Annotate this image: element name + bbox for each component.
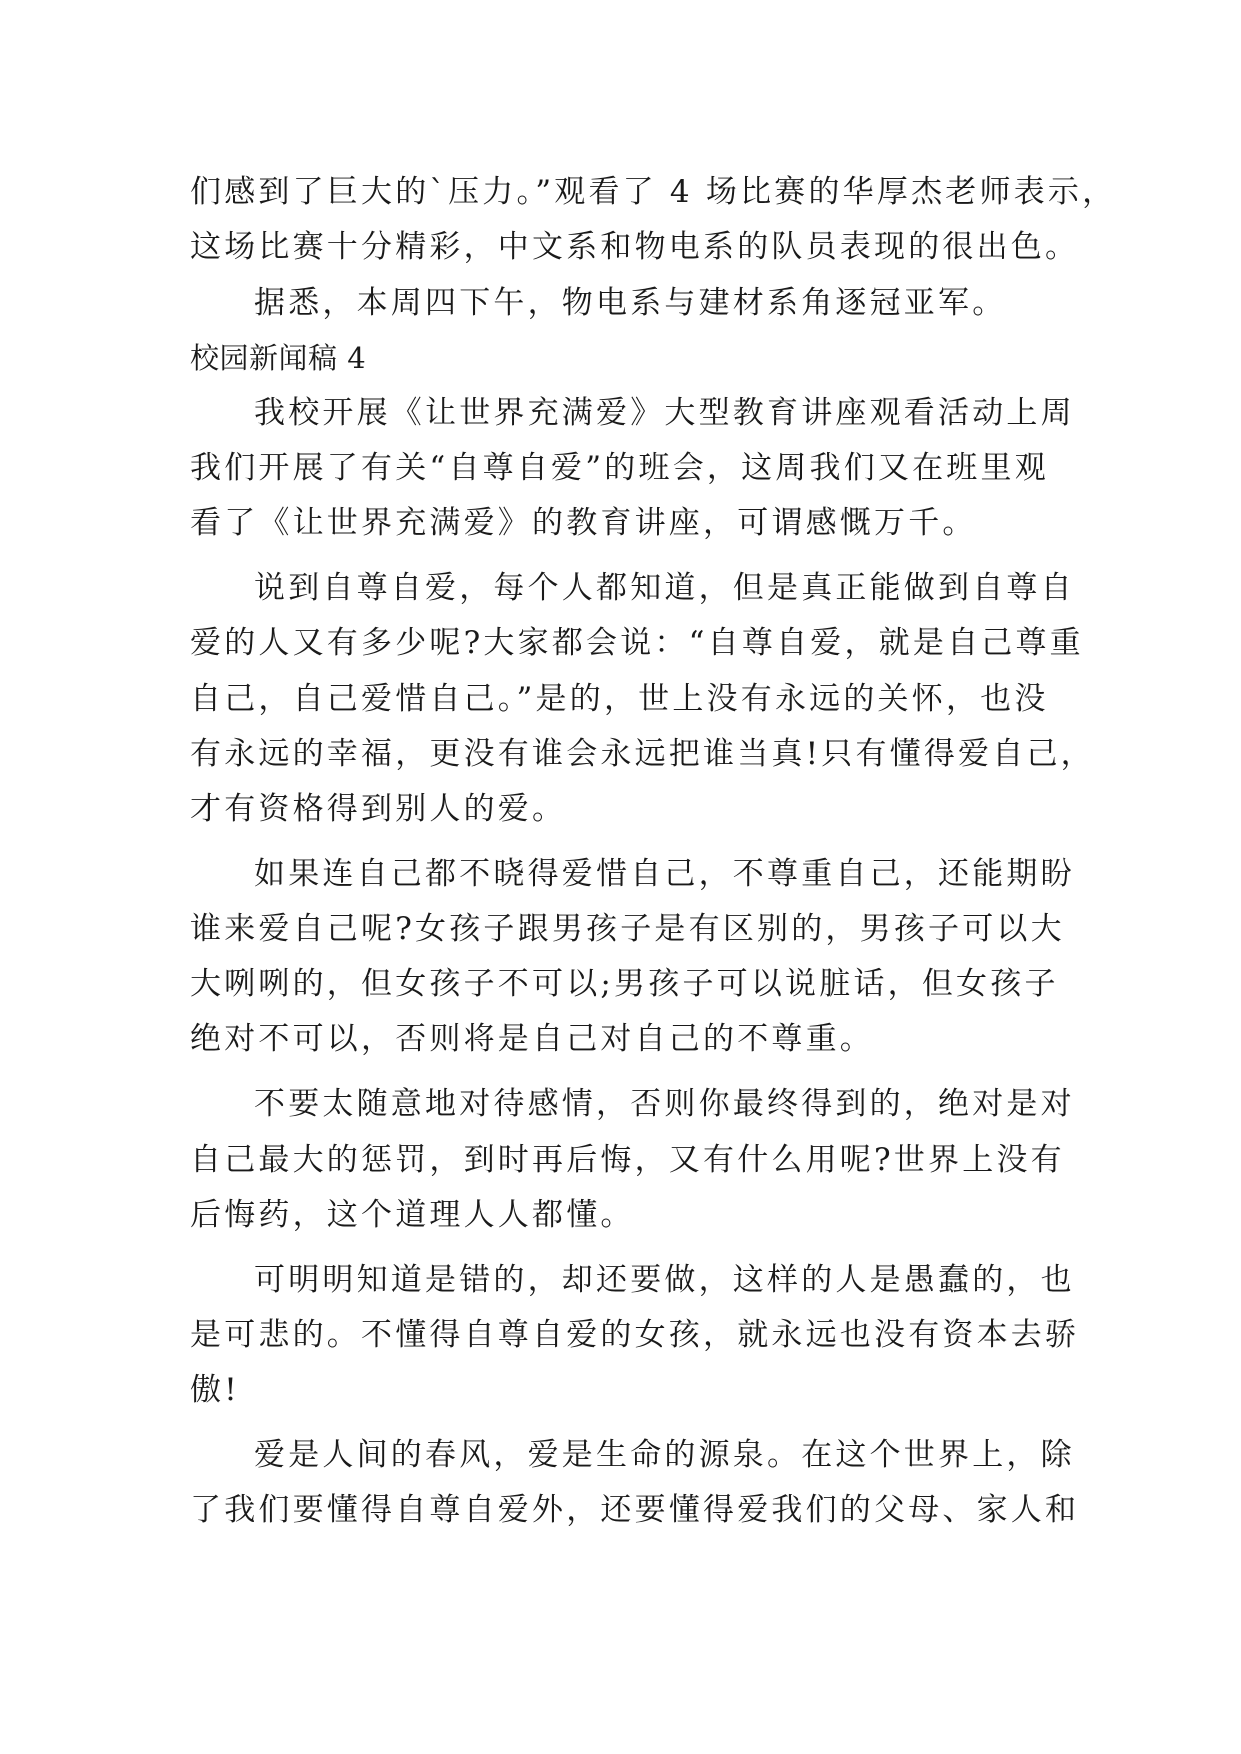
text-line: 爱的人又有多少呢?大家都会说：“自尊自爱，就是自己尊重 <box>190 625 1084 661</box>
text-line: 这场比赛十分精彩，中文系和物电系的队员表现的很出色。 <box>190 229 1080 265</box>
text-line: 傲! <box>190 1372 240 1408</box>
text-line: 看了《让世界充满爱》的教育讲座，可谓感慨万千。 <box>190 505 977 541</box>
text-line: 据悉，本周四下午，物电系与建材系角逐冠亚军。 <box>254 285 1007 321</box>
text-line: 自己最大的惩罚，到时再后悔，又有什么用呢?世界上没有 <box>190 1142 1065 1178</box>
text-line: 说到自尊自爱，每个人都知道，但是真正能做到自尊自 <box>254 570 1075 606</box>
text-line: 爱是人间的春风，爱是生命的源泉。在这个世界上，除 <box>254 1437 1075 1473</box>
text-line: 们感到了巨大的`压力。”观看了 4 场比赛的华厚杰老师表示， <box>190 174 1117 210</box>
text-line: 才有资格得到别人的爱。 <box>190 791 567 827</box>
text-line: 我们开展了有关“自尊自爱”的班会，这周我们又在班里观 <box>190 450 1049 486</box>
text-line: 后悔药，这个道理人人都懂。 <box>190 1197 635 1233</box>
article-heading: 校园新闻稿 4 <box>190 341 367 375</box>
text-line: 自己，自己爱惜自己。”是的，世上没有永远的关怀，也没 <box>190 681 1049 717</box>
text-line: 有永远的幸福，更没有谁会永远把谁当真!只有懂得爱自己， <box>190 736 1095 772</box>
text-line: 谁来爱自己呢?女孩子跟男孩子是有区别的，男孩子可以大 <box>190 911 1065 947</box>
text-line: 如果连自己都不晓得爱惜自己，不尊重自己，还能期盼 <box>254 856 1075 892</box>
text-line: 了我们要懂得自尊自爱外，还要懂得爱我们的父母、家人和 <box>190 1492 1080 1528</box>
text-line: 是可悲的。不懂得自尊自爱的女孩，就永远也没有资本去骄 <box>190 1317 1080 1353</box>
text-line: 可明明知道是错的，却还要做，这样的人是愚蠢的，也 <box>254 1262 1075 1298</box>
text-line: 绝对不可以，否则将是自己对自己的不尊重。 <box>190 1021 874 1057</box>
text-line: 我校开展《让世界充满爱》大型教育讲座观看活动上周 <box>254 395 1075 431</box>
text-line: 大咧咧的，但女孩子不可以;男孩子可以说脏话，但女孩子 <box>190 966 1059 1002</box>
text-line: 不要太随意地对待感情，否则你最终得到的，绝对是对 <box>254 1086 1075 1122</box>
